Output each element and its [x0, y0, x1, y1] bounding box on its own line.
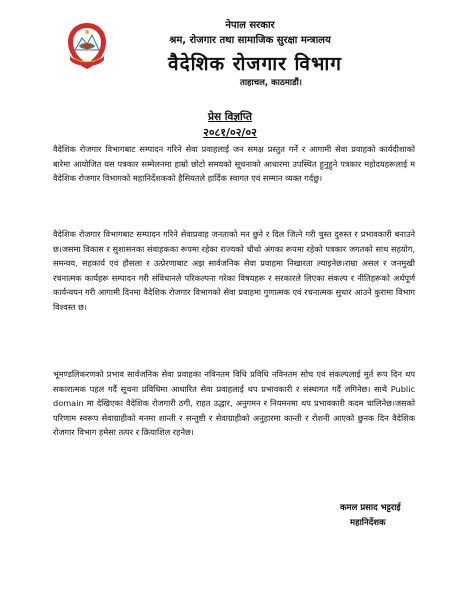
body-paragraph-3: भूमण्डलिकरणको प्रभाव सार्वजनिक सेवा प्रवाहका नविनतम विधि प्रविधि नविनतम सोच एवं संकल्पलाई मुर्त रूप दिन थप सकारात्मक पहल गर्दै सूचना प्रविधिमा आधारित सेवा प्रवाहलाई थप प्रभावकारी र संस्थागत गर्दै लगिनेछ। साथै Public domain मा देखिएका वैदेशिक रोजगारी ठगी, राहत उद्धार, अनुगमन र नियमनमा थप प्रभावकारी कदम चालिनेछ।जसको परिणाम स्वरूप सेवाग्राहीको मनमा शान्ती र सन्तुष्टी र सेवाग्राहीको अनुहारमा कान्ती र रोशनी आएको छुनक दिन वैदेशिक रोजगार विभाग हमेसा तत्पर र क्रियाशिल रहनेछ। — [53, 369, 415, 438]
government-name: नेपाल सरकार — [225, 20, 275, 31]
body-paragraph-1: वैदेशिक रोजगार विभागबाट सम्पादन गरिने सेवा प्रवाहलाई जन समक्ष प्रस्तुत गर्ने र आगामी सेवा प्रवाहको कार्यदीशाको बारेमा आयोजित यस पत्रकार सम्मेलनमा हाम्रो छोटो समयको सूचनाको आधारमा उपस्थित हुनुहुने पत्रकार महोदयहरूलाई म वैदेशिक रोजगार विभागको महानिर्देशकको हैसियतले हार्दिक स्वागत एवं सम्मान व्यक्त गर्दछु। — [53, 144, 415, 184]
body-paragraph-2: वैदेशिक रोजगार विभागबाट सम्पादन गरिने सेवाप्रवाह जनताको मन छुने र दिल जित्ने गरी चुस्त दुरुस्त र प्रभावकारी बनाउने छ।जसमा विकास र सुशासनका संवाहकका रूपमा रहेका राज्यको चौथो अंगका रूपमा रहेको पत्रकार जगतको साथ सहयोग, समन्वय, सहकार्य एवं हौसला र उत्प्रेरणाबाट अझ सार्वजनिक सेवा प्रवाहमा निखारता ल्याइनेछ।राम्रा असल र जनमुखी रचनात्मक कार्यहरू सम्पादन गरी संविधानले परिकल्पना गरेका विषयहरू र सरकारले लिएका संकल्प र नीतिहरूको अर्थपूर्ण कार्यन्वयन गरी आगामी दिनमा वैदेशिक रोजगार विभागको सेवा प्रवाहमा गुणात्मक एवं रचनात्मक सुधार आउने कुरामा विभाग विश्वस्त छ। — [53, 229, 415, 312]
ministry-name: श्रम, रोजगार तथा सामाजिक सुरक्षा मन्त्रालय — [169, 35, 331, 46]
office-address: ताहाचल, काठमाडौं। — [240, 78, 303, 88]
press-release-date: २०८१/०२/०२ — [203, 126, 257, 139]
department-name: वैदेशिक रोजगार विभाग — [168, 53, 342, 75]
signatory-title: महानिर्देशक — [350, 518, 386, 528]
nepal-emblem-icon — [62, 20, 112, 72]
press-release-title: प्रेस विज्ञप्ति — [208, 111, 252, 123]
signatory-name: कमल प्रसाद भट्टराई — [340, 503, 401, 513]
